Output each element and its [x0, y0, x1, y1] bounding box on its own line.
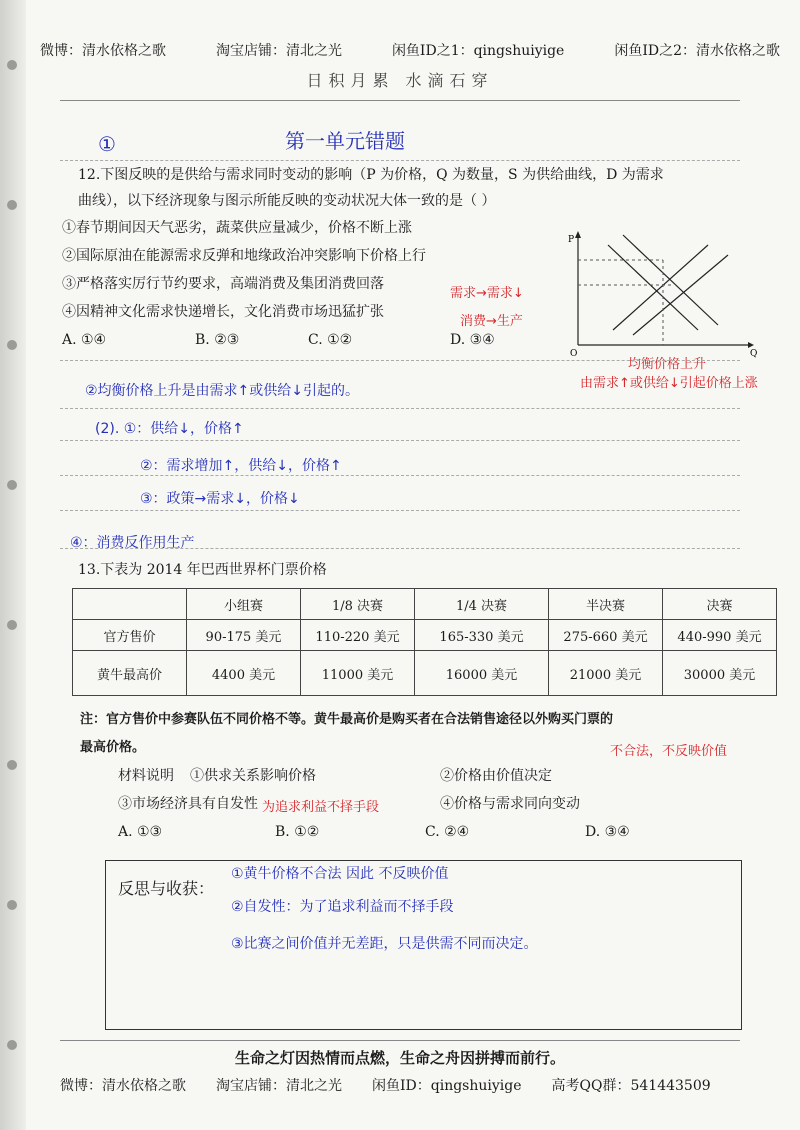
hw-blue-note-6: ①黄牛价格不合法 因此 不反映价值 [231, 866, 449, 882]
hw-title: 第一单元错题 [285, 129, 405, 153]
table-cell: 黄牛最高价 [73, 651, 187, 696]
q13-choice-b: B. ①② [275, 824, 320, 840]
table-header: 小组赛 [187, 589, 301, 620]
q13-stem: 13.下表为 2014 年巴西世界杯门票价格 [78, 562, 327, 578]
q12-option-1: ①春节期间因天气恶劣，蔬菜供应量减少，价格不断上涨 [62, 220, 412, 236]
table-cell: 21000 美元 [549, 651, 663, 696]
table-header: 1/4 决赛 [415, 589, 549, 620]
table-header: 1/8 决赛 [301, 589, 415, 620]
hw-red-note-6: 消费→生产 [460, 314, 523, 329]
table-cell: 30000 美元 [663, 651, 777, 696]
q13-material-3: ③市场经济具有自发性 [118, 796, 258, 812]
table-header: 半决赛 [549, 589, 663, 620]
q12-choice-b: B. ②③ [195, 332, 240, 348]
q13-note-2: 最高价格。 [80, 740, 146, 755]
hw-red-note-2: 由需求↑或供给↓引起价格上涨 [580, 376, 758, 391]
header-xianyu2: 闲鱼ID之2：清水依格之歌 [614, 43, 780, 59]
header-contacts [40, 40, 780, 60]
header-xianyu1: 闲鱼ID之1：qingshuiyige [391, 43, 565, 59]
footer-taobao: 淘宝店铺：清北之光 [216, 1078, 342, 1094]
supply-curve-2 [633, 255, 728, 335]
table-cell: 275-660 美元 [549, 620, 663, 651]
q13-material-2: ②价格由价值决定 [440, 768, 552, 784]
hw-blue-note-8: ③比赛之间价值并无差距，只是供需不同而决定。 [231, 936, 538, 952]
supply-demand-diagram [568, 230, 758, 360]
header-taobao: 淘宝店铺：清北之光 [215, 43, 342, 59]
table-row [73, 651, 777, 696]
q13-note-1: 注：官方售价中参赛队伍不同价格不等。黄牛最高价是购买者在合法销售途径以外购买门票的 [80, 712, 614, 727]
q12-choice-d: D. ③④ [450, 332, 495, 348]
hw-circle-1: ① [98, 132, 116, 156]
header-rule [60, 100, 740, 101]
table-cell: 90-175 美元 [187, 620, 301, 651]
demand-curve-1 [608, 245, 698, 330]
footer-xianyu: 闲鱼ID：qingshuiyige [372, 1078, 522, 1094]
q12-stem-2: 曲线），以下经济现象与图示所能反映的变动状况大体一致的是（ ） [78, 193, 496, 209]
axis-q-label: Q [750, 349, 758, 359]
ticket-price-table [72, 588, 777, 696]
reflection-box [105, 860, 742, 1030]
q12-option-4: ④因精神文化需求快递增长，文化消费市场迅猛扩张 [62, 304, 384, 320]
hw-red-note-5: 需求→需求↓ [450, 286, 524, 301]
hw-blue-note-2: (2). ①：供给↓，价格↑ [95, 421, 244, 437]
table-cell: 440-990 美元 [663, 620, 777, 651]
hw-blue-note-3: ②：需求增加↑，供给↓，价格↑ [140, 458, 342, 474]
table-cell: 官方售价 [73, 620, 187, 651]
axis-p-label: P [568, 235, 575, 245]
hw-red-note-3: 不合法，不反映价值 [610, 744, 728, 759]
hw-red-note-4: 为追求利益不择手段 [262, 800, 380, 815]
q13-choice-d: D. ③④ [585, 824, 630, 840]
q13-choice-c: C. ②④ [425, 824, 470, 840]
table-cell: 165-330 美元 [415, 620, 549, 651]
supply-curve-1 [613, 245, 708, 330]
table-cell: 11000 美元 [301, 651, 415, 696]
footer-contacts [60, 1075, 711, 1095]
footer-weibo: 微博：清水依格之歌 [60, 1078, 186, 1094]
q13-material-4: ④价格与需求同向变动 [440, 796, 580, 812]
hw-blue-note-7: ②自发性：为了追求利益而不择手段 [231, 899, 454, 915]
footer-qq: 高考QQ群：541443509 [551, 1078, 711, 1094]
q13-choice-a: A. ①③ [118, 824, 163, 840]
q12-option-3: ③严格落实厉行节约要求，高端消费及集团消费回落 [62, 276, 384, 292]
table-header-row [73, 589, 777, 620]
hw-blue-note-5: ④：消费反作用生产 [70, 535, 195, 551]
axis-origin-label: O [570, 349, 578, 359]
footer-motto: 生命之灯因热情而点燃，生命之舟因拼搏而前行。 [234, 1049, 565, 1067]
table-header: 决赛 [663, 589, 777, 620]
q13-material-label: 材料说明 [118, 768, 174, 784]
reflection-label: 反思与收获： [118, 879, 215, 898]
table-header [73, 589, 187, 620]
table-cell: 4400 美元 [187, 651, 301, 696]
table-cell: 110-220 美元 [301, 620, 415, 651]
q12-stem-1: 12.下图反映的是供给与需求同时变动的影响（P 为价格，Q 为数量，S 为供给曲线，D 为需求 [78, 167, 664, 183]
q12-choice-c: C. ①② [308, 332, 353, 348]
header-weibo: 微博：清水依格之歌 [40, 43, 166, 59]
table-row [73, 620, 777, 651]
header-motto: 日积月累 水滴石穿 [306, 71, 494, 90]
q13-material-1: ①供求关系影响价格 [190, 768, 316, 784]
binding-edge [0, 0, 26, 1130]
hw-blue-note-4: ③：政策→需求↓，价格↓ [140, 491, 300, 507]
q12-choice-a: A. ①④ [62, 332, 107, 348]
q12-option-2: ②国际原油在能源需求反弹和地缘政治冲突影响下价格上行 [62, 248, 426, 264]
table-cell: 16000 美元 [415, 651, 549, 696]
hw-blue-note-1: ②均衡价格上升是由需求↑或供给↓引起的。 [85, 383, 360, 399]
hw-red-note-1: 均衡价格上升 [628, 357, 707, 372]
